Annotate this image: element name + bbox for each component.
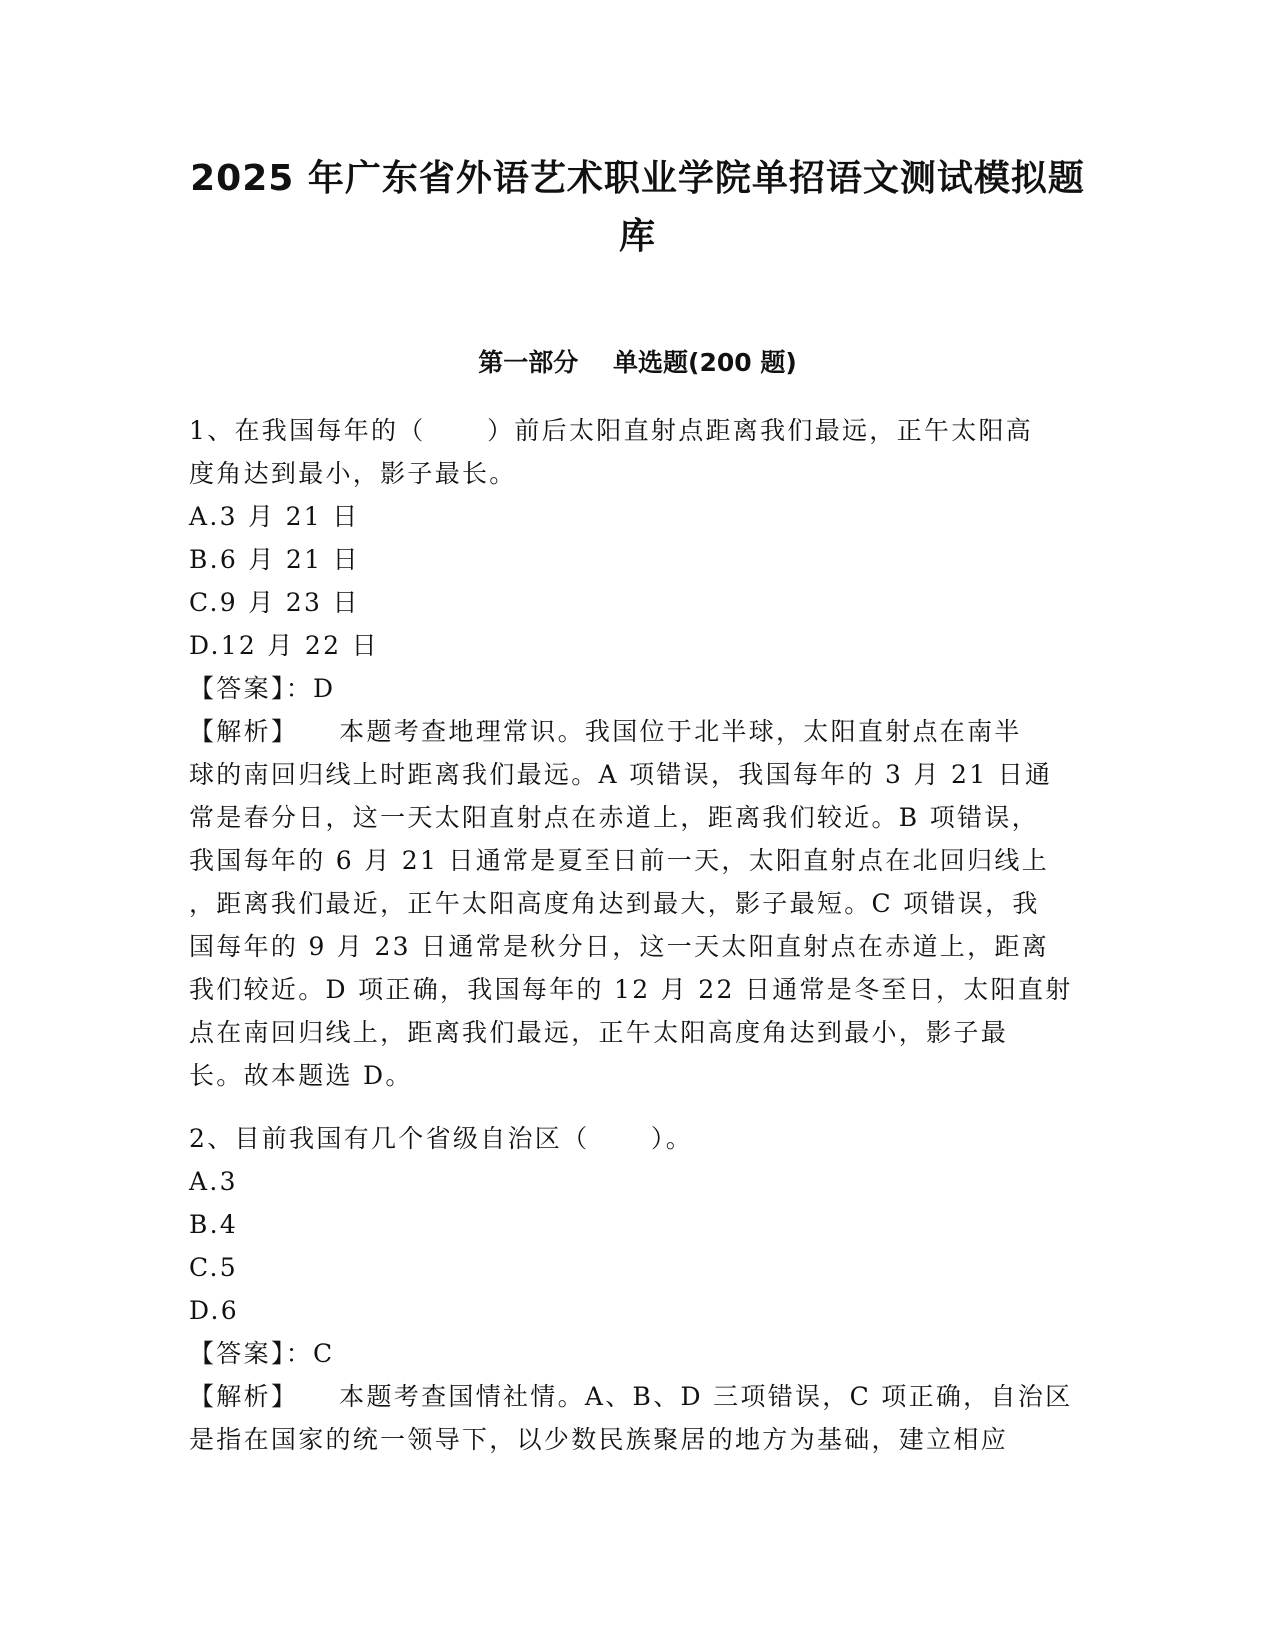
option-d: D.6 (189, 1296, 239, 1325)
analysis-line: 长。故本题选 D。 (189, 1061, 413, 1090)
question-stem-line: 2、目前我国有几个省级自治区（ ）。 (189, 1124, 693, 1153)
analysis-line: 常是春分日，这一天太阳直射点在赤道上，距离我们较近。B 项错误， (189, 803, 1039, 832)
option-a: A.3 月 21 日 (189, 502, 360, 531)
answer-line: 【答案】：C (189, 1339, 335, 1368)
question-item (189, 409, 1089, 1097)
option-c: C.9 月 23 日 (189, 588, 360, 617)
answer-line: 【答案】：D (189, 674, 336, 703)
analysis-line: 点在南回归线上，距离我们最远，正午太阳高度角达到最小，影子最 (189, 1018, 1009, 1047)
option-c: C.5 (189, 1253, 238, 1282)
document-title-line-1: 2025 年广东省外语艺术职业学院单招语文测试模拟题 (190, 158, 1085, 199)
analysis-line: 【解析】 本题考查地理常识。我国位于北半球，太阳直射点在南半 (189, 717, 1022, 746)
option-d: D.12 月 22 日 (189, 631, 379, 660)
document-title (140, 150, 1135, 266)
analysis-line: 球的南回归线上时距离我们最远。A 项错误，我国每年的 3 月 21 日通 (189, 760, 1053, 789)
question-item (189, 1117, 1089, 1461)
question-separator (189, 1097, 1089, 1117)
option-b: B.6 月 21 日 (189, 545, 360, 574)
section-title: 第一部分 单选题(200 题) (478, 348, 797, 377)
question-stem-line: 1、在我国每年的（ ）前后太阳直射点距离我们最远，正午太阳高 (189, 416, 1034, 445)
analysis-line: 【解析】 本题考查国情社情。A、B、D 三项错误，C 项正确，自治区 (189, 1382, 1073, 1411)
analysis-line: 国每年的 9 月 23 日通常是秋分日，这一天太阳直射点在赤道上，距离 (189, 932, 1050, 961)
analysis-line: 我们较近。D 项正确，我国每年的 12 月 22 日通常是冬至日，太阳直射 (189, 975, 1073, 1004)
analysis-line: 是指在国家的统一领导下，以少数民族聚居的地方为基础，建立相应 (189, 1425, 1009, 1454)
analysis-line: 我国每年的 6 月 21 日通常是夏至日前一天，太阳直射点在北回归线上 (189, 846, 1050, 875)
option-b: B.4 (189, 1210, 239, 1239)
analysis-line: ，距离我们最近，正午太阳高度角达到最大，影子最短。C 项错误，我 (189, 889, 1040, 918)
document-title-line-2: 库 (618, 216, 656, 257)
option-a: A.3 (189, 1167, 238, 1196)
question-stem-line: 度角达到最小，影子最长。 (189, 459, 517, 488)
question-list (189, 409, 1089, 1461)
